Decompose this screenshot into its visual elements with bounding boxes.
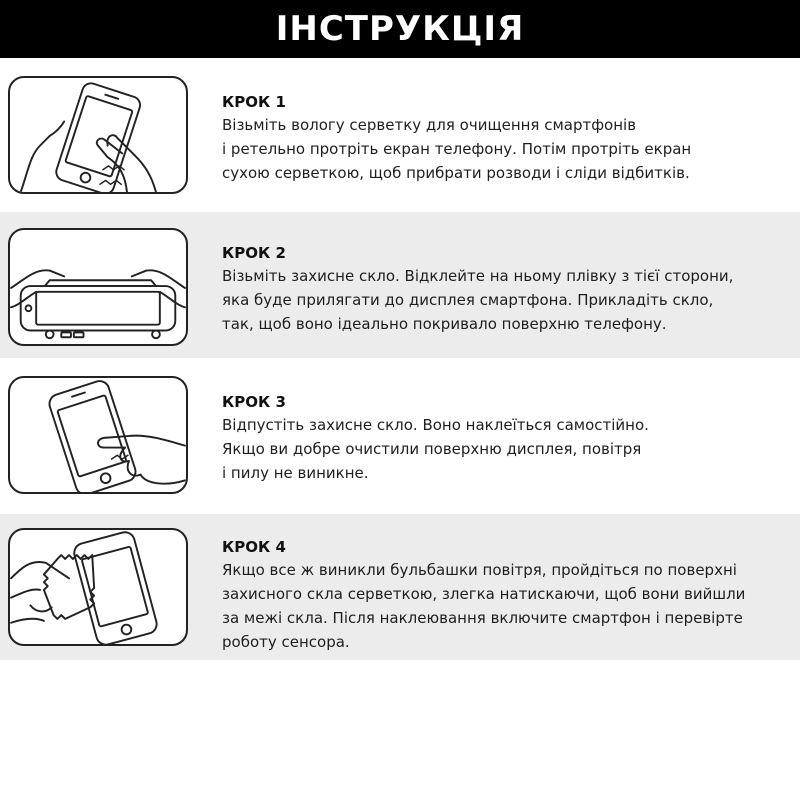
wiping-phone-icon (8, 76, 188, 194)
step-description: Відпустіть захисне скло. Воно наклеїться самостійно. Якщо ви добре очистили поверхню дисплея, повітря і пилу не виникне. (222, 416, 649, 482)
step-description: Візьміть вологу серветку для очищення смартфонів і ретельно протріть екран телефону. Потім протріть екран сухою серветкою, щоб прибрати розводи і сліди відбитків. (222, 116, 692, 182)
step-description: Візьміть захисне скло. Відклейте на ньому плівку з тієї сторони, яка буде прилягати до дисплея смартфона. Прикладіть скло, так, щоб воно ідеально покривало поверхню телефону. (222, 267, 734, 333)
step-description: Якщо все ж виникли бульбашки повітря, пройдіться по поверхні захисного скла серветкою, злегка натискаючи, щоб вони вийшли за межі скла. Після наклеювання включите смартфон і перевірте роботу сенсора. (222, 561, 746, 651)
step-1 (0, 58, 800, 204)
cloth-polish-icon (8, 528, 188, 646)
step-title: КРОК 2 (222, 244, 286, 262)
step-title: КРОК 1 (222, 93, 286, 111)
page-footer-space (0, 660, 800, 800)
header-bar (0, 0, 800, 58)
step-title: КРОК 3 (222, 393, 286, 411)
page-title: ІНСТРУКЦІЯ (275, 9, 525, 49)
step-2 (0, 212, 800, 358)
pressing-phone-icon (8, 376, 188, 494)
step-3 (0, 358, 800, 504)
step-4 (0, 514, 800, 660)
step-title: КРОК 4 (222, 538, 286, 556)
placing-glass-icon (8, 228, 188, 346)
